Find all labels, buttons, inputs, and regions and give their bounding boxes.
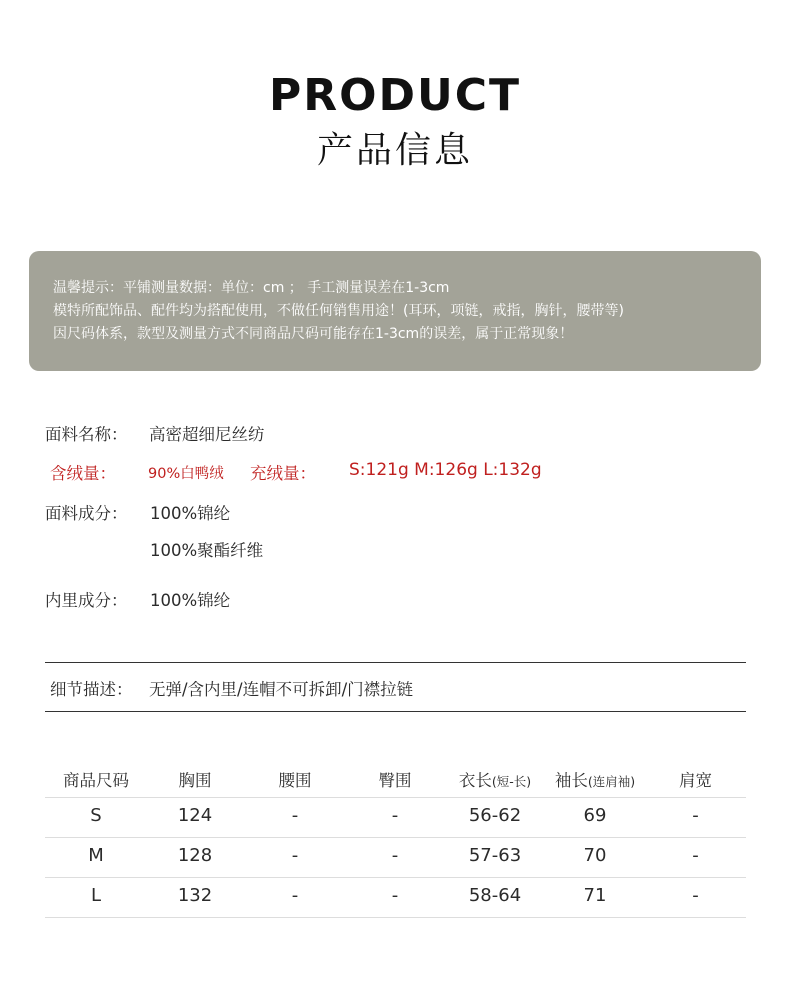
cell-chest: 124 <box>177 805 213 826</box>
cell-size: L <box>90 885 102 906</box>
cell-size: M <box>88 845 104 866</box>
fill-weight-value: S:121g M:126g L:132g <box>349 460 542 480</box>
lining-label: 内里成分： <box>45 591 128 610</box>
fabric-composition-row <box>45 500 231 524</box>
fabric-composition-value-2: 100%聚酯纤维 <box>150 541 264 560</box>
cell-hip: - <box>391 885 399 906</box>
cell-sleeve: 71 <box>583 885 607 906</box>
fabric-composition-row-2 <box>150 537 263 561</box>
fabric-name-row <box>45 421 265 445</box>
header-sleeve: 袖长(连肩袖) <box>554 771 636 790</box>
measurement-notice <box>29 251 761 371</box>
divider-top <box>45 662 746 663</box>
fabric-name-label: 面料名称： <box>45 425 128 444</box>
table-row-divider <box>45 917 746 918</box>
divider-bottom <box>45 711 746 712</box>
table-row-divider <box>45 877 746 878</box>
cell-shoulder: - <box>692 845 699 866</box>
fabric-name-value: 高密超细尼丝纺 <box>149 425 265 444</box>
page-title-en: PRODUCT <box>268 70 522 121</box>
cell-size: S <box>90 805 102 826</box>
cell-length: 57-63 <box>468 845 522 866</box>
fabric-composition-label: 面料成分： <box>45 504 128 523</box>
cell-sleeve: 69 <box>583 805 607 826</box>
cell-waist: - <box>291 805 299 826</box>
notice-line-2: 模特所配饰品、配件均为搭配使用，不做任何销售用途！(耳环，项链，戒指，胸针，腰带等) <box>53 303 624 319</box>
cell-hip: - <box>391 845 399 866</box>
down-content-row <box>50 460 542 484</box>
header-shoulder: 肩宽 <box>679 771 712 790</box>
cell-waist: - <box>291 845 299 866</box>
cell-shoulder: - <box>692 805 699 826</box>
cell-length: 58-64 <box>468 885 522 906</box>
details-value: 无弹/含内里/连帽不可拆卸/门襟拉链 <box>149 680 414 699</box>
cell-shoulder: - <box>692 885 699 906</box>
header-waist: 腰围 <box>278 771 312 790</box>
page-title-cn: 产品信息 <box>316 130 473 171</box>
fabric-composition-value-1: 100%锦纶 <box>150 504 231 523</box>
cell-sleeve: 70 <box>583 845 607 866</box>
lining-row <box>45 587 231 611</box>
notice-line-1: 温馨提示：平铺测量数据：单位：cm ； 手工测量误差在1-3cm <box>53 280 450 296</box>
header-size: 商品尺码 <box>63 771 129 790</box>
header-length: 衣长(短-长) <box>458 771 532 790</box>
cell-chest: 132 <box>177 885 213 906</box>
table-row-divider <box>45 797 746 798</box>
notice-line-3: 因尺码体系，款型及测量方式不同商品尺码可能存在1-3cm的误差，属于正常现象！ <box>53 326 574 342</box>
cell-chest: 128 <box>177 845 213 866</box>
cell-length: 56-62 <box>468 805 522 826</box>
fill-weight-label: 充绒量： <box>250 464 316 483</box>
down-content-label: 含绒量： <box>50 464 116 483</box>
header-chest: 胸围 <box>178 771 212 790</box>
cell-hip: - <box>391 805 399 826</box>
lining-value: 100%锦纶 <box>150 591 231 610</box>
details-label: 细节描述： <box>50 680 133 699</box>
table-row-divider <box>45 837 746 838</box>
down-content-value: 90%白鸭绒 <box>148 466 224 482</box>
details-row <box>50 676 414 700</box>
cell-waist: - <box>291 885 299 906</box>
header-hip: 臀围 <box>378 771 412 790</box>
